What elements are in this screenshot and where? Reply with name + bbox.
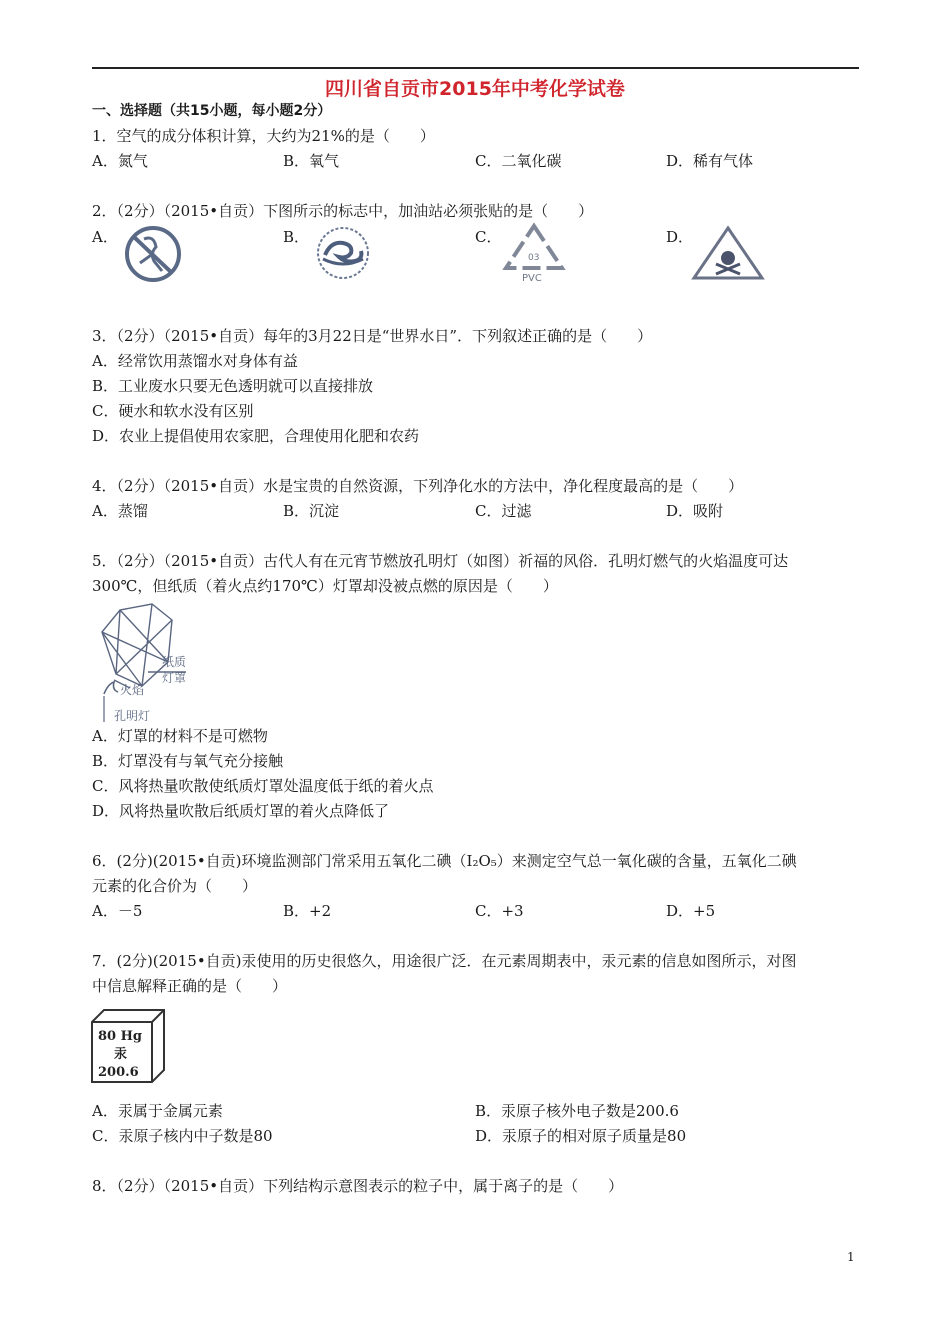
q1-opt-c: C．二氧化碳 — [475, 152, 562, 170]
q4-opt-a: A．蒸馏 — [92, 502, 148, 520]
q3-stem: 3．（2分）（2015•自贡）每年的3月22日是“世界水日”．下列叙述正确的是（ ） — [92, 327, 653, 345]
recycle-code: 03 — [528, 253, 540, 263]
q2-opt-b: B． — [283, 228, 310, 246]
q2-stem: 2．（2分）（2015•自贡）下图所示的标志中，加油站必须张贴的是（ ） — [92, 202, 594, 220]
q5-stem-line2: 300℃，但纸质（着火点约170℃）灯罩却没被点燃的原因是（ ） — [92, 577, 558, 595]
q7-stem-line2: 中信息解释正确的是（ ） — [92, 977, 288, 995]
element-number-symbol: 80 Hg — [98, 1029, 142, 1044]
q2-opt-d: D． — [666, 228, 694, 246]
header-rule — [92, 67, 859, 69]
q2-opt-a: A． — [92, 228, 118, 246]
label-paper-1: 纸质 — [162, 655, 187, 669]
q6-opt-b: B．+2 — [283, 902, 332, 920]
q1-opt-b: B．氧气 — [283, 152, 340, 170]
mercury-element-cell — [90, 1008, 166, 1086]
q7-stem-line1: 7．(2分)(2015•自贡)汞使用的历史很悠久，用途很广泛．在元素周期表中，汞元素的信息如图所示，对图 — [92, 952, 797, 970]
label-lamp: 孔明灯 — [114, 709, 151, 723]
q7-opt-b: B．汞原子核外电子数是200.6 — [475, 1102, 679, 1120]
q7-opt-c: C．汞原子核内中子数是80 — [92, 1127, 273, 1145]
q1-opt-d: D．稀有气体 — [666, 152, 754, 170]
q5-opt-a: A．灯罩的材料不是可燃物 — [92, 727, 268, 745]
q5-stem-line1: 5．（2分）（2015•自贡）古代人有在元宵节燃放孔明灯（如图）祈福的风俗．孔明灯燃气的火焰温度可达 — [92, 552, 789, 570]
q3-opt-d: D．农业上提倡使用农家肥，合理使用化肥和农药 — [92, 427, 420, 445]
q5-opt-b: B．灯罩没有与氧气充分接触 — [92, 752, 284, 770]
q6-opt-c: C．+3 — [475, 902, 524, 920]
q7-opt-d: D．汞原子的相对原子质量是80 — [475, 1127, 687, 1145]
label-flame: 火焰 — [120, 683, 145, 697]
toxic-sign-icon — [690, 224, 766, 282]
kongming-lantern-figure — [90, 602, 200, 724]
page-title: 四川省自贡市2015年中考化学试卷 — [325, 78, 625, 100]
q8-stem: 8．（2分）（2015•自贡）下列结构示意图表示的粒子中，属于离子的是（ ） — [92, 1177, 624, 1195]
q3-opt-c: C．硬水和软水没有区别 — [92, 402, 254, 420]
q4-opt-d: D．吸附 — [666, 502, 724, 520]
recycle-label: PVC — [522, 273, 542, 284]
q3-opt-b: B．工业废水只要无色透明就可以直接排放 — [92, 377, 374, 395]
q4-opt-c: C．过滤 — [475, 502, 532, 520]
no-smoking-sign-icon — [122, 225, 184, 283]
water-saving-sign-icon — [313, 225, 373, 281]
q6-opt-d: D．+5 — [666, 902, 716, 920]
element-mass: 200.6 — [98, 1065, 139, 1080]
element-name: 汞 — [114, 1047, 128, 1062]
q1-stem: 1．空气的成分体积计算，大约为21%的是（ ） — [92, 127, 435, 145]
q5-opt-d: D．风将热量吹散后纸质灯罩的着火点降低了 — [92, 802, 390, 820]
section-heading: 一、选择题（共15小题，每小题2分） — [92, 103, 332, 119]
q5-opt-c: C．风将热量吹散使纸质灯罩处温度低于纸的着火点 — [92, 777, 434, 795]
q7-opt-a: A．汞属于金属元素 — [92, 1102, 223, 1120]
q1-opt-a: A．氮气 — [92, 152, 148, 170]
q6-opt-a: A．－5 — [92, 902, 143, 920]
q6-stem-line2: 元素的化合价为（ ） — [92, 877, 258, 895]
q6-stem-line1: 6．(2分)(2015•自贡)环境监测部门常采用五氧化二碘（I₂O₅）来测定空气总一氧化碳的含量，五氧化二碘 — [92, 852, 797, 870]
q2-opt-c: C． — [475, 228, 502, 246]
label-paper-2: 灯罩 — [162, 671, 187, 685]
recycle-pvc-sign-icon — [500, 222, 568, 284]
q4-opt-b: B．沉淀 — [283, 502, 340, 520]
q3-opt-a: A．经常饮用蒸馏水对身体有益 — [92, 352, 298, 370]
page-number: 1 — [847, 1250, 855, 1264]
q4-stem: 4．（2分）（2015•自贡）水是宝贵的自然资源，下列净化水的方法中，净化程度最高的是（ ） — [92, 477, 744, 495]
